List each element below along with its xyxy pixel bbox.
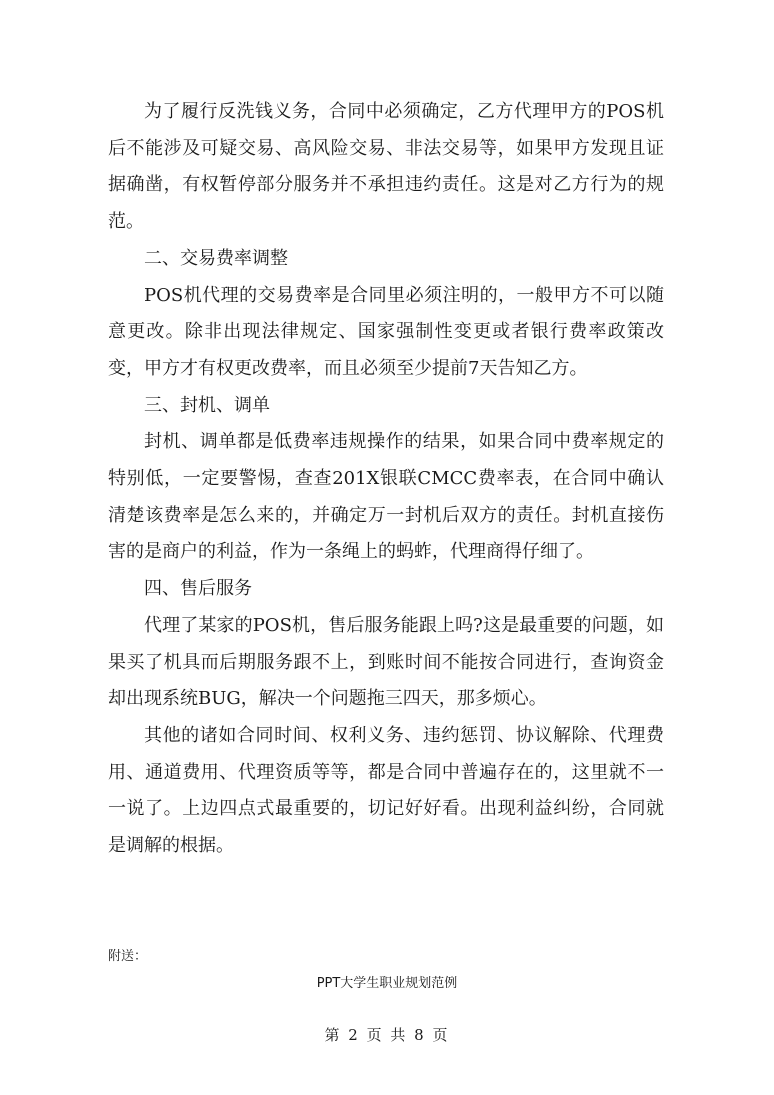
heading-seal-review: 三、封机、调单 bbox=[144, 394, 270, 416]
heading-after-sales: 四、售后服务 bbox=[144, 578, 252, 600]
paragraph-after-sales: 代理了某家的POS机，售后服务能跟上吗?这是最重要的问题，如果买了机具而后期服务跟不上，到账时间不能按合同进行，查询资金却出现系统BUG，解决一个问题拖三四天，那多烦心。 bbox=[108, 614, 664, 710]
paragraph-other-terms: 其他的诸如合同时间、权利义务、违约惩罚、协议解除、代理费用、通道费用、代理资质等等，都是合同中普遍存在的，这里就不一一说了。上边四点式最重要的，切记好好看。出现利益纠纷，合同就是调解的根据。 bbox=[108, 724, 664, 857]
paragraph-seal-review: 封机、调单都是低费率违规操作的结果，如果合同中费率规定的特别低，一定要警惕，查查201X银联CMCC费率表，在合同中确认清楚该费率是怎么来的，并确定万一封机后双方的责任。封机直接伤害的是商户的利益，作为一条绳上的蚂蚱，代理商得仔细了。 bbox=[108, 431, 664, 563]
paragraph-fee-adjustment: POS机代理的交易费率是合同里必须注明的，一般甲方不可以随意更改。除非出现法律规定、国家强制性变更或者银行费率政策改变，甲方才有权更改费率，而且必须至少提前7天告知乙方。 bbox=[108, 284, 664, 379]
appendix-title: PPT大学生职业规划范例 bbox=[316, 976, 458, 991]
paragraph-aml-obligation: 为了履行反洗钱义务，合同中必须确定，乙方代理甲方的POS机后不能涉及可疑交易、高风险交易、非法交易等，如果甲方发现且证据确凿，有权暂停部分服务并不承担违约责任。这是对乙方行为的规范。 bbox=[108, 101, 664, 233]
heading-fee-adjustment: 二、交易费率调整 bbox=[144, 247, 288, 269]
page-number: 第 2 页 共 8 页 bbox=[324, 1026, 450, 1044]
document-body bbox=[108, 94, 664, 865]
appendix-label: 附送： bbox=[108, 949, 148, 964]
